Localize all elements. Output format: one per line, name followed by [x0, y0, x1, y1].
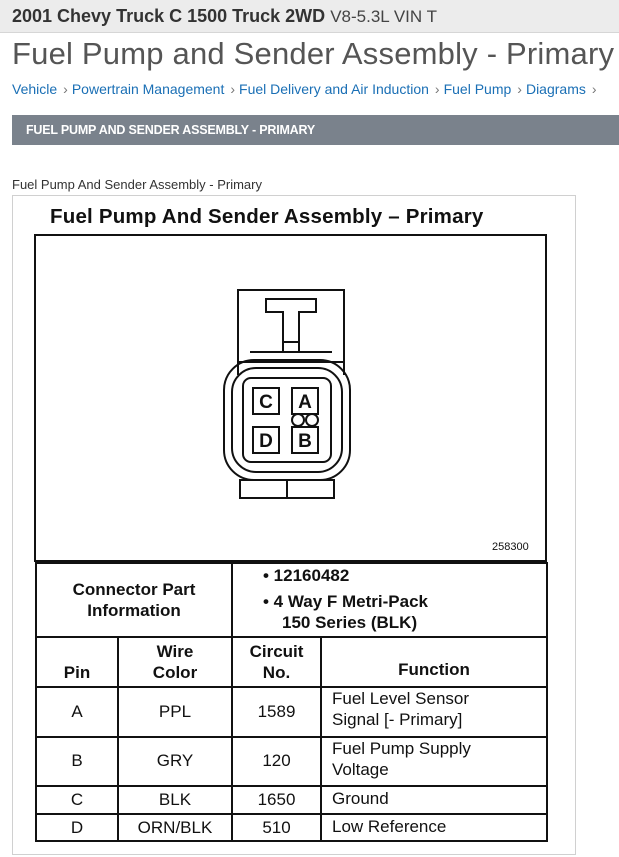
chevron-right-icon: › [591, 81, 597, 97]
row-d-function: Low Reference [332, 817, 447, 836]
header-circuit-1: Circuit [249, 642, 304, 661]
row-a-color: PPL [158, 702, 192, 721]
breadcrumb-diagrams[interactable]: Diagrams [525, 81, 586, 97]
part-description-1: • 4 Way F Metri-Pack [263, 592, 428, 611]
image-caption: Fuel Pump And Sender Assembly - Primary [12, 177, 262, 192]
row-c-pin: C [70, 790, 84, 809]
row-c-circuit: 1650 [257, 790, 296, 809]
chevron-right-icon: › [434, 81, 440, 97]
breadcrumb-powertrain-management[interactable]: Powertrain Management [71, 81, 225, 97]
header-wire-color-1: Wire [156, 642, 194, 661]
vehicle-name: 2001 Chevy Truck C 1500 Truck 2WD [12, 6, 326, 26]
row-a-circuit: 1589 [257, 702, 296, 721]
part-description-2: 150 Series (BLK) [282, 613, 418, 632]
diagram-title: Fuel Pump And Sender Assembly – Primary [50, 205, 484, 228]
header-circuit-2: No. [262, 663, 291, 682]
row-d-color: ORN/BLK [137, 818, 213, 837]
row-c-function: Ground [332, 789, 389, 808]
row-a-function-2: Signal [- Primary] [332, 710, 463, 729]
row-c-color: BLK [158, 790, 192, 809]
row-d-circuit: 510 [262, 818, 291, 837]
row-b-pin: B [71, 751, 83, 770]
section-header-label: FUEL PUMP AND SENDER ASSEMBLY - PRIMARY [26, 123, 316, 137]
row-b-function-2: Voltage [332, 760, 389, 779]
figure-number: 258300 [492, 541, 529, 553]
part-number: • 12160482 [263, 566, 350, 585]
header-pin: Pin [63, 663, 91, 682]
row-b-color: GRY [156, 751, 194, 770]
vehicle-engine: V8-5.3L VIN T [330, 7, 437, 26]
header-wire-color-2: Color [152, 663, 198, 682]
pin-label-c: C [259, 392, 273, 413]
breadcrumb-fuel-pump[interactable]: Fuel Pump [443, 81, 512, 97]
page-title: Fuel Pump and Sender Assembly - Primary [12, 36, 615, 71]
row-b-function-1: Fuel Pump Supply [332, 739, 471, 758]
chevron-right-icon: › [230, 81, 236, 97]
connector-info-label-1: Connector Part [72, 580, 196, 599]
breadcrumb-fuel-delivery[interactable]: Fuel Delivery and Air Induction [239, 81, 429, 97]
breadcrumb-vehicle[interactable]: Vehicle [12, 81, 58, 97]
header-function: Function [398, 660, 470, 679]
pin-label-d: D [259, 431, 273, 452]
pin-label-a: A [298, 392, 312, 413]
row-a-pin: A [71, 702, 83, 721]
row-d-pin: D [70, 818, 84, 837]
row-b-circuit: 120 [262, 751, 291, 770]
connector-info-label-2: Information [87, 601, 181, 620]
chevron-right-icon: › [517, 81, 522, 97]
row-a-function-1: Fuel Level Sensor [332, 689, 470, 708]
pin-label-b: B [298, 431, 312, 452]
chevron-right-icon: › [63, 81, 68, 97]
